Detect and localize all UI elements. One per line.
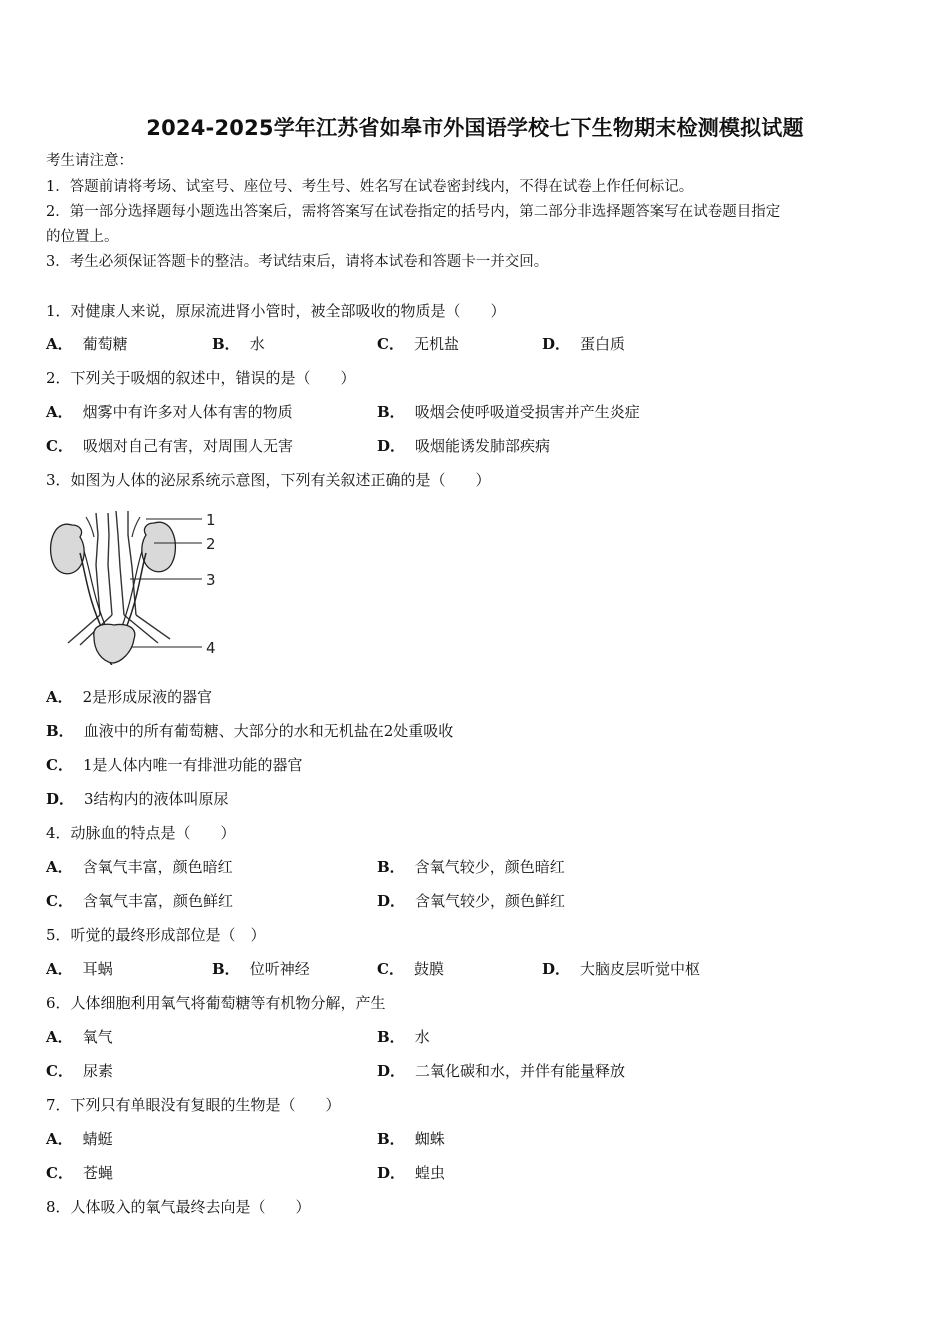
q2-option-d: D． 吸烟能诱发肺部疾病 <box>377 437 551 455</box>
q5-option-b: B． 位听神经 <box>212 960 310 978</box>
q5-option-a: A． 耳蜗 <box>46 960 113 978</box>
question-1-stem: 1．对健康人来说，原尿流进肾小管时，被全部吸收的物质是（ ） <box>46 302 506 320</box>
urinary-system-diagram <box>46 505 236 665</box>
question-4-stem: 4．动脉血的特点是（ ） <box>46 824 236 842</box>
question-2-stem: 2．下列关于吸烟的叙述中，错误的是（ ） <box>46 369 356 387</box>
q4-option-a: A． 含氧气丰富，颜色暗红 <box>46 858 233 876</box>
notice-item: 2．第一部分选择题每小题选出答案后，需将答案写在试卷指定的括号内，第二部分非选择题答案写在试卷题目指定 <box>46 204 781 220</box>
q7-option-a: A． 蜻蜓 <box>46 1130 113 1148</box>
q3-option-d: D． 3结构内的液体叫原尿 <box>46 790 229 808</box>
q6-option-c: C． 尿素 <box>46 1062 113 1080</box>
question-6-stem: 6．人体细胞利用氧气将葡萄糖等有机物分解，产生 <box>46 994 386 1012</box>
q2-option-b: B． 吸烟会使呼吸道受损害并产生炎症 <box>377 403 640 421</box>
figure-label-4: 4 <box>206 639 216 657</box>
q2-option-a: A． 烟雾中有许多对人体有害的物质 <box>46 403 293 421</box>
exam-title: 2024-2025学年江苏省如皋市外国语学校七下生物期末检测模拟试题 <box>146 116 804 140</box>
q1-option-b: B． 水 <box>212 335 265 353</box>
q7-option-b: B． 蜘蛛 <box>377 1130 445 1148</box>
q1-option-c: C． 无机盐 <box>377 335 459 353</box>
figure-label-1: 1 <box>206 511 216 529</box>
question-5-stem: 5．听觉的最终形成部位是（ ） <box>46 926 266 944</box>
q2-option-c: C． 吸烟对自己有害，对周围人无害 <box>46 437 293 455</box>
q4-option-c: C． 含氧气丰富，颜色鲜红 <box>46 892 233 910</box>
notice-item: 3．考生必须保证答题卡的整洁。考试结束后，请将本试卷和答题卡一并交回。 <box>46 254 549 270</box>
q5-option-c: C． 鼓膜 <box>377 960 444 978</box>
q5-option-d: D． 大脑皮层听觉中枢 <box>542 960 701 978</box>
notice-item: 的位置上。 <box>46 229 119 245</box>
q1-option-a: A． 葡萄糖 <box>46 335 128 353</box>
q3-option-b: B． 血液中的所有葡萄糖、大部分的水和无机盐在2处重吸收 <box>46 722 454 740</box>
q1-option-d: D． 蛋白质 <box>542 335 626 353</box>
q6-option-d: D． 二氧化碳和水，并伴有能量释放 <box>377 1062 626 1080</box>
q4-option-d: D． 含氧气较少，颜色鲜红 <box>377 892 566 910</box>
question-7-stem: 7．下列只有单眼没有复眼的生物是（ ） <box>46 1096 341 1114</box>
figure-label-2: 2 <box>206 535 216 553</box>
question-8-stem: 8．人体吸入的氧气最终去向是（ ） <box>46 1198 311 1216</box>
q3-option-c: C． 1是人体内唯一有排泄功能的器官 <box>46 756 303 774</box>
question-3-stem: 3．如图为人体的泌尿系统示意图，下列有关叙述正确的是（ ） <box>46 471 491 489</box>
q6-option-a: A． 氧气 <box>46 1028 113 1046</box>
q7-option-c: C． 苍蝇 <box>46 1164 113 1182</box>
q4-option-b: B． 含氧气较少，颜色暗红 <box>377 858 565 876</box>
q6-option-b: B． 水 <box>377 1028 430 1046</box>
notice-header: 考生请注意： <box>46 153 133 169</box>
q3-option-a: A． 2是形成尿液的器官 <box>46 688 213 706</box>
q7-option-d: D． 蝗虫 <box>377 1164 446 1182</box>
notice-item: 1．答题前请将考场、试室号、座位号、考生号、姓名写在试卷密封线内，不得在试卷上作任何标记。 <box>46 179 694 195</box>
figure-label-3: 3 <box>206 571 216 589</box>
